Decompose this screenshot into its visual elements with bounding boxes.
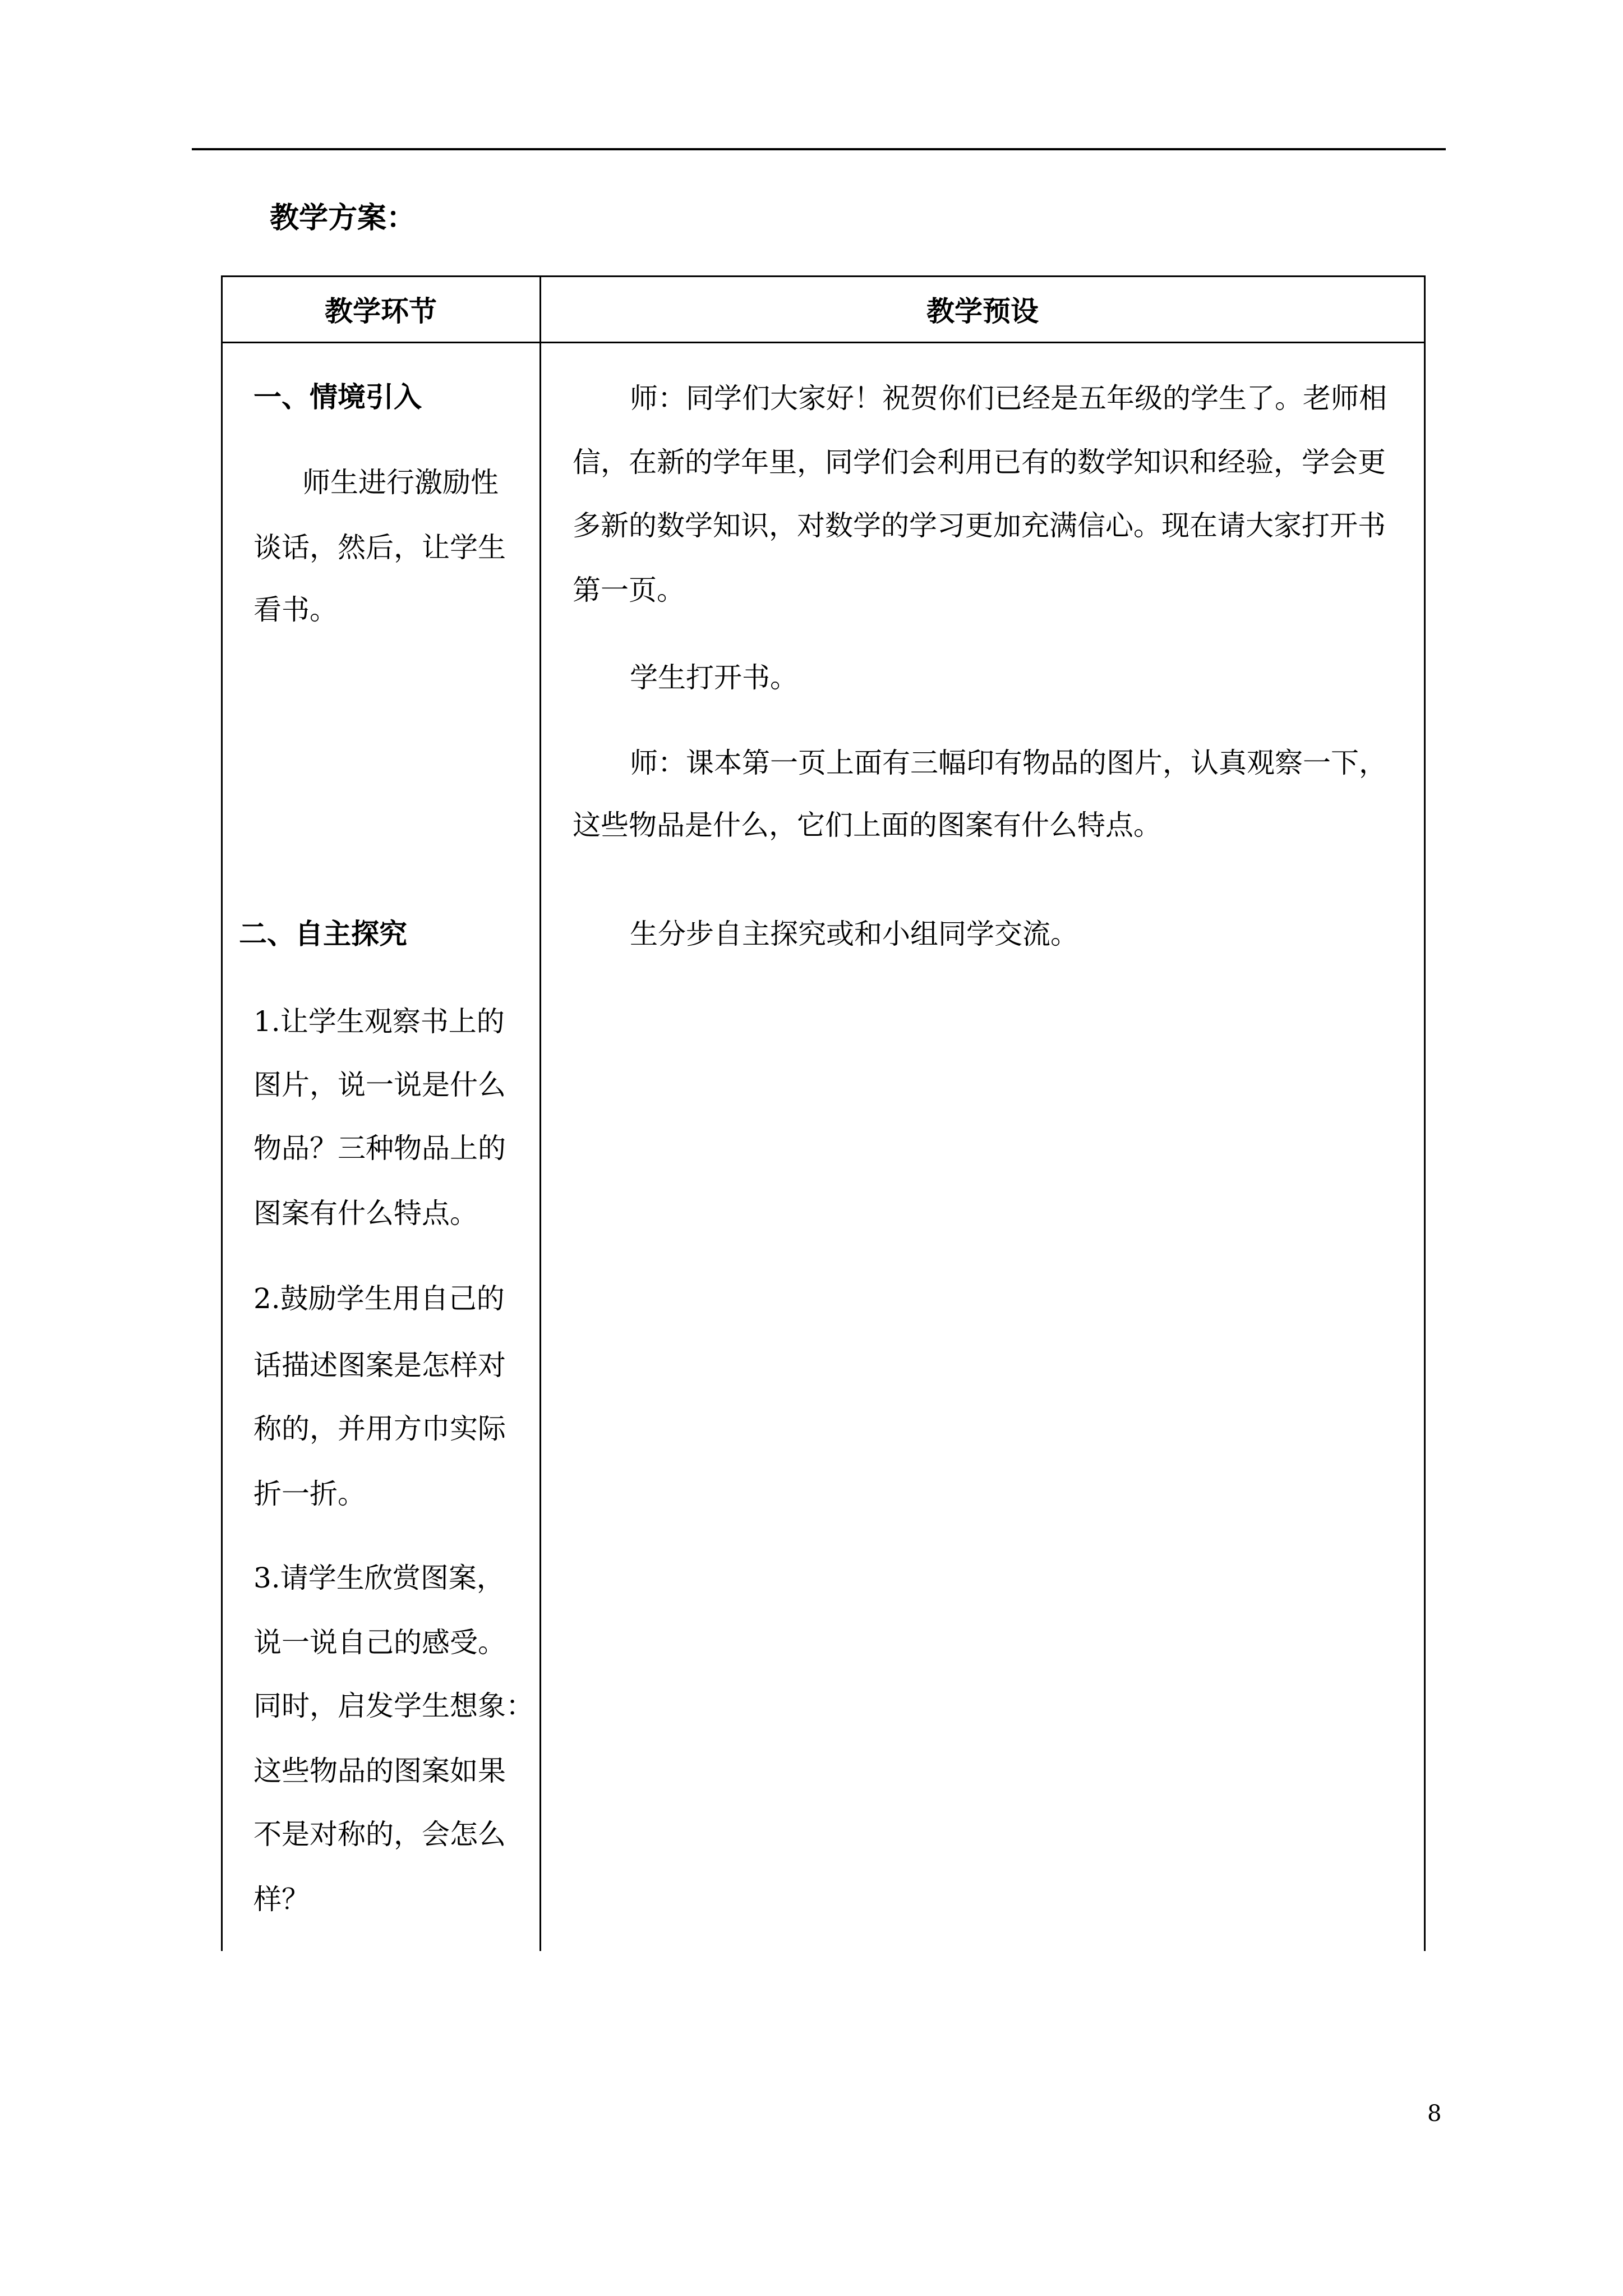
teacher-greeting-line: 信，在新的学年里，同学们会利用已有的数学知识和经验，学会更 [573,446,1386,478]
page-number: 8 [1427,2101,1442,2127]
step3-line: 同时，启发学生想象： [253,1690,534,1722]
step3-line: 这些物品的图案如果 [253,1755,506,1787]
step2-line: 折一折。 [253,1478,366,1510]
teacher-prompt-line: 师：课本第一页上面有三幅印有物品的图片，认真观察一下， [630,747,1387,779]
step2-line: 称的，并用方巾实际 [253,1412,506,1445]
teacher-greeting-line: 师：同学们大家好！祝贺你们已经是五年级的学生了。老师相 [630,382,1387,415]
step2-line: 2.鼓励学生用自己的 [253,1282,505,1315]
student-explore: 生分步自主探究或和小组同学交流。 [630,918,1078,950]
step1-line: 物品？三种物品上的 [253,1132,506,1165]
section-title: 教学方案： [270,201,416,235]
table-right-border [1424,275,1426,1951]
table-left-border [221,275,223,1951]
step3-line: 样？ [253,1883,310,1916]
table-top-border [222,275,1426,277]
step3-line: 说一说自己的感受。 [253,1626,506,1659]
header-teaching-preset: 教学预设 [926,295,1039,328]
header-teaching-stage: 教学环节 [325,295,437,328]
intro-line: 谈话，然后，让学生 [253,531,506,564]
table-header-border [222,342,1426,343]
intro-line: 师生进行激励性 [302,466,499,499]
header-rule [192,148,1446,150]
teacher-greeting-line: 多新的数学知识，对数学的学习更加充满信心。现在请大家打开书 [573,509,1386,542]
table-column-divider [540,275,541,1951]
student-action: 学生打开书。 [630,661,798,694]
step1-line: 1.让学生观察书上的 [253,1005,505,1038]
intro-line: 看书。 [253,593,338,626]
teacher-greeting-line: 第一页。 [573,574,685,606]
step1-line: 图片，说一说是什么 [253,1069,506,1101]
step3-line: 3.请学生欣赏图案， [253,1562,505,1594]
explore-heading: 二、自主探究 [239,917,407,950]
step1-line: 图案有什么特点。 [253,1197,478,1230]
step3-line: 不是对称的，会怎么 [253,1818,506,1851]
intro-heading: 一、情境引入 [253,380,422,413]
teacher-prompt-line: 这些物品是什么，它们上面的图案有什么特点。 [573,809,1161,841]
step2-line: 话描述图案是怎样对 [253,1349,506,1382]
